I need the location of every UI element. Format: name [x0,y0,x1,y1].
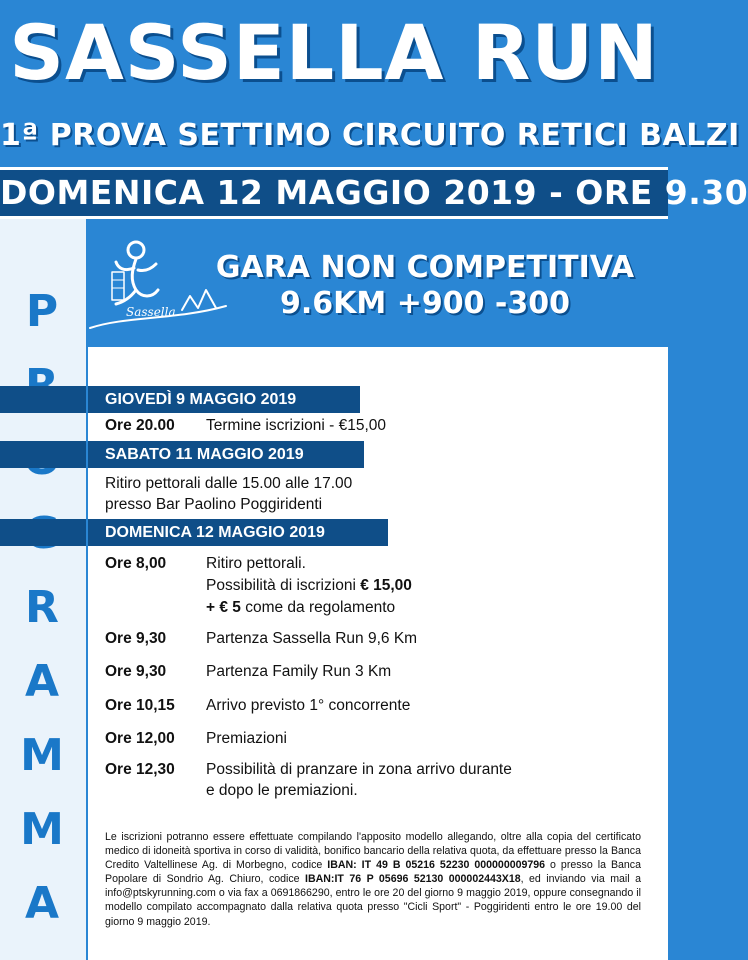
schedule-desc: Partenza Family Run 3 Km [206,663,392,680]
side-letter: R [25,582,59,633]
price: € 15,00 [360,577,412,594]
schedule-time: Ore 20.00 [105,417,175,434]
side-letter: M [20,804,64,855]
schedule-desc: Termine iscrizioni - €15,00 [206,417,387,434]
side-letter: A [24,878,60,929]
race-specs: 9.6KM +900 -300 [280,286,570,321]
day-header-sunday: DOMENICA 12 MAGGIO 2019 [88,519,388,546]
iban-popso: IBAN:IT 76 P 05696 52130 000002443X18 [305,873,521,886]
schedule-time: Ore 9,30 [105,663,167,680]
side-letter: P [25,286,59,337]
date-line: DOMENICA 12 MAGGIO 2019 - ORE 9.30 [0,173,748,212]
iban-creval: IBAN: IT 49 B 05216 52230 000000009796 [327,859,546,872]
day-band-stub [0,386,86,413]
race-info [190,250,660,322]
side-letter: A [24,656,60,707]
schedule-time: Ore 9,30 [105,630,167,647]
schedule-desc: Partenza Sassella Run 9,6 Km [206,630,418,647]
schedule-time: Ore 12,30 [105,761,175,778]
logo-text: Sassella [126,305,176,319]
event-subtitle: 1ª PROVA SETTIMO CIRCUITO RETICI BALZI [0,118,740,153]
day-band-stub [0,441,86,468]
schedule-desc: e dopo le premiazioni. [206,782,358,799]
day-band-stub [0,519,86,546]
schedule-line: presso Bar Paolino Poggiridenti [105,496,323,513]
schedule-desc-extra [206,597,395,618]
race-type: GARA NON COMPETITIVA [215,250,635,285]
side-letter: M [20,730,64,781]
schedule-time: Ore 8,00 [105,555,167,572]
schedule-desc: Arrivo previsto 1° concorrente [206,697,411,714]
price-extra: + € 5 [206,599,241,616]
schedule-desc: Ritiro pettorali. [206,555,306,572]
schedule-desc-part: come da regolamento [240,599,396,616]
event-title: SASSELLA RUN [9,8,659,97]
day-header-thursday: GIOVEDÌ 9 MAGGIO 2019 [88,386,360,413]
schedule-desc-extra [206,575,412,596]
schedule-desc: Premiazioni [206,730,287,747]
footer-text: o presso la Banca Popolare di Sondrio Ag. Chiuro, codice [105,859,641,886]
registration-notes [105,830,641,929]
date-banner [0,167,748,219]
footer-text: , ed inviando via mail a info@ptskyrunning.com o via fax a 0691866290, entro le ore 20 del giorno 9 maggio 2019, oppure consegnando il modello compilato accompagnato dalla relativa quota presso "Cicli Sport" - Poggiridenti entro le ore 19.00 del giorno 9 maggio 2019. [105,873,641,928]
schedule-line: Ritiro pettorali dalle 15.00 alle 17.00 [105,475,353,492]
schedule-desc: Possibilità di pranzare in zona arrivo durante [206,761,512,778]
footer-text: Le iscrizioni potranno essere effettuate compilando l'apposito modello allegando, oltre alla copia del certificato medico di idoneità sportiva in corso di validità, bonifico bancario della relativa quota, da effettuare presso la Banca Credito Valtellinese Ag. di Morbegno, codice [105,831,641,872]
day-header-saturday: SABATO 11 MAGGIO 2019 [88,441,364,468]
schedule-time: Ore 12,00 [105,730,175,747]
schedule-time: Ore 10,15 [105,697,175,714]
schedule-desc-part: Possibilità di iscrizioni [206,577,361,594]
